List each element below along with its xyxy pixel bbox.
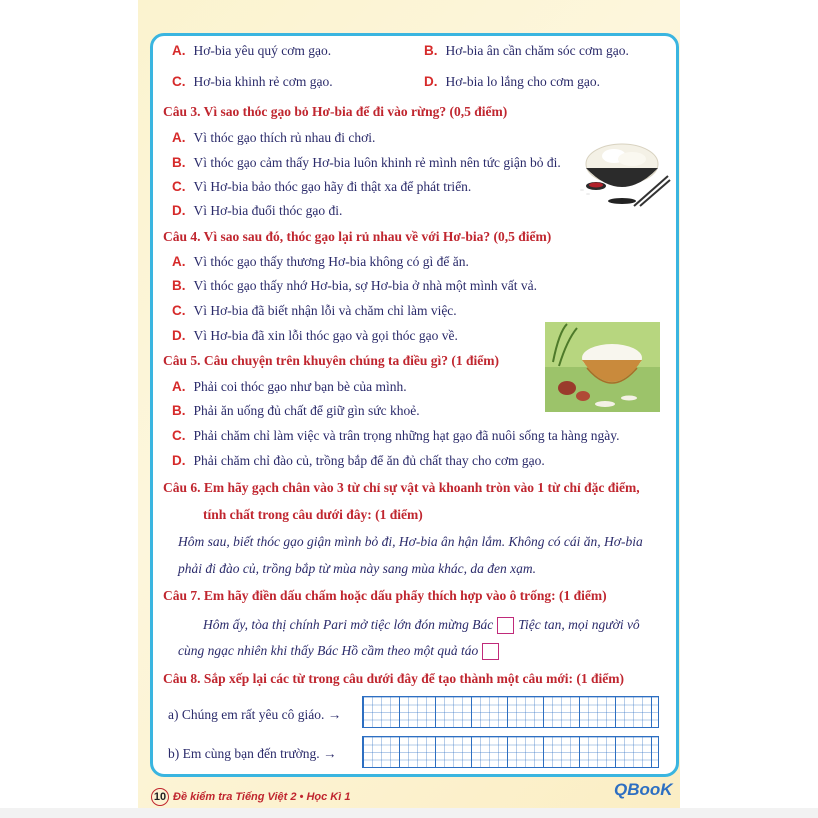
q7-passage-text-b: Tiệc tan, mọi người vô — [518, 617, 640, 632]
answer-box-2[interactable] — [482, 643, 499, 660]
q4-option-a — [172, 254, 469, 270]
option-letter: C. — [172, 428, 186, 443]
option-letter: B. — [172, 403, 186, 418]
option-text: Hơ-bia khinh rẻ cơm gạo. — [193, 74, 333, 89]
q7-passage-line-1 — [203, 617, 640, 634]
option-text: Vì thóc gạo cảm thấy Hơ-bia luôn khinh rẻ mình nên tức giận bỏ đi. — [193, 155, 561, 170]
page-number: 10 — [151, 788, 169, 806]
q4-option-c — [172, 303, 457, 319]
q3-option-a — [172, 130, 375, 146]
q4-option-d — [172, 328, 458, 344]
option-text: Hơ-bia lo lắng cho cơm gạo. — [445, 74, 600, 89]
option-text: Vì Hơ-bia đuổi thóc gạo đi. — [193, 203, 343, 218]
option-text: Phải chăm chỉ làm việc và trân trọng những hạt gạo đã nuôi sống ta hàng ngày. — [193, 428, 620, 443]
page-footer — [151, 788, 350, 806]
question-6-title: Câu 6. Em hãy gạch chân vào 3 từ chỉ sự vật và khoanh tròn vào 1 từ chỉ đặc điểm, — [163, 480, 640, 495]
footer-title: Đề kiểm tra Tiếng Việt 2 • Học Kì 1 — [173, 791, 351, 803]
q8-item-b: b) Em cùng bạn đến trường. → — [168, 746, 337, 761]
q2-option-a — [172, 43, 331, 59]
option-letter: B. — [172, 278, 186, 293]
q6-passage-line-1: Hôm sau, biết thóc gạo giận mình bỏ đi, Hơ-bia ân hận lắm. Không có cái ăn, Hơ-bia — [178, 534, 643, 549]
option-text: Phải chăm chỉ đào củ, trồng bắp để ăn đủ chất thay cho cơm gạo. — [193, 453, 545, 468]
option-text: Phải ăn uống đủ chất để giữ gìn sức khoẻ. — [193, 403, 420, 418]
option-letter: C. — [172, 303, 186, 318]
q5-option-b — [172, 403, 420, 419]
option-text: Hơ-bia ân cần chăm sóc cơm gạo. — [445, 43, 629, 58]
writing-grid-b[interactable] — [362, 736, 659, 768]
question-7-title: Câu 7. Em hãy điền dấu chấm hoặc dấu phẩy thích hợp vào ô trống: (1 điểm) — [163, 588, 607, 603]
option-letter: D. — [172, 328, 186, 343]
question-6-title-cont: tính chất trong câu dưới đây: (1 điểm) — [203, 507, 423, 522]
q8-item-a: a) Chúng em rất yêu cô giáo. → — [168, 707, 342, 722]
question-5-title: Câu 5. Câu chuyện trên khuyên chúng ta điều gì? (1 điểm) — [163, 353, 500, 368]
q2-option-c — [172, 74, 333, 90]
question-4-title: Câu 4. Vì sao sau đó, thóc gạo lại rủ nhau về với Hơ-bia? (0,5 điểm) — [163, 229, 552, 244]
option-text: Hơ-bia yêu quý cơm gạo. — [193, 43, 332, 58]
option-letter: A. — [172, 130, 186, 145]
q3-option-c — [172, 179, 471, 195]
q5-option-a — [172, 379, 407, 395]
q2-option-b — [424, 43, 629, 59]
bottom-strip — [0, 808, 818, 818]
option-text: Vì thóc gạo thích rủ nhau đi chơi. — [193, 130, 376, 145]
q7-passage-line-2 — [178, 643, 503, 660]
option-letter: D. — [424, 74, 438, 89]
q5-option-d — [172, 453, 545, 469]
option-letter: A. — [172, 254, 186, 269]
q6-passage-line-2: phải đi đào củ, trồng bắp từ mùa này sang mùa khác, da đen xạm. — [178, 561, 536, 576]
publisher-logo — [614, 780, 673, 800]
logo-text: QBooK — [614, 780, 673, 799]
q3-option-b — [172, 155, 561, 171]
option-letter: B. — [424, 43, 438, 58]
option-letter: A. — [172, 379, 186, 394]
option-text: Vì Hơ-bia bảo thóc gạo hãy đi thật xa để phát triển. — [193, 179, 472, 194]
q4-option-b — [172, 278, 537, 294]
q2-option-d — [424, 74, 600, 90]
option-letter: D. — [172, 453, 186, 468]
option-letter: A. — [172, 43, 186, 58]
q3-option-d — [172, 203, 342, 219]
q7-passage-text-a: Hôm ấy, tòa thị chính Pari mở tiệc lớn đón mừng Bác — [203, 617, 494, 632]
option-text: Vì Hơ-bia đã xin lỗi thóc gạo và gọi thóc gạo về. — [193, 328, 458, 343]
question-3-title: Câu 3. Vì sao thóc gạo bỏ Hơ-bia để đi vào rừng? (0,5 điểm) — [163, 104, 508, 119]
option-letter: C. — [172, 179, 186, 194]
option-letter: B. — [172, 155, 186, 170]
option-text: Vì thóc gạo thấy nhớ Hơ-bia, sợ Hơ-bia ở nhà một mình vất vả. — [193, 278, 538, 293]
question-8-title: Câu 8. Sắp xếp lại các từ trong câu dưới đây để tạo thành một câu mới: (1 điểm) — [163, 671, 625, 686]
answer-box-1[interactable] — [497, 617, 514, 634]
option-text: Vì Hơ-bia đã biết nhận lỗi và chăm chỉ làm việc. — [193, 303, 457, 318]
q7-passage-text-c: cùng ngạc nhiên khi thấy Bác Hồ cầm theo một quả táo — [178, 643, 479, 658]
rice-basket-illustration — [545, 322, 660, 412]
rice-bowl-illustration — [574, 124, 672, 210]
writing-grid-a[interactable] — [362, 696, 659, 728]
option-text: Vì thóc gạo thấy thương Hơ-bia không có gì để ăn. — [193, 254, 469, 269]
option-text: Phải coi thóc gạo như bạn bè của mình. — [193, 379, 407, 394]
option-letter: D. — [172, 203, 186, 218]
option-letter: C. — [172, 74, 186, 89]
q5-option-c — [172, 428, 619, 444]
